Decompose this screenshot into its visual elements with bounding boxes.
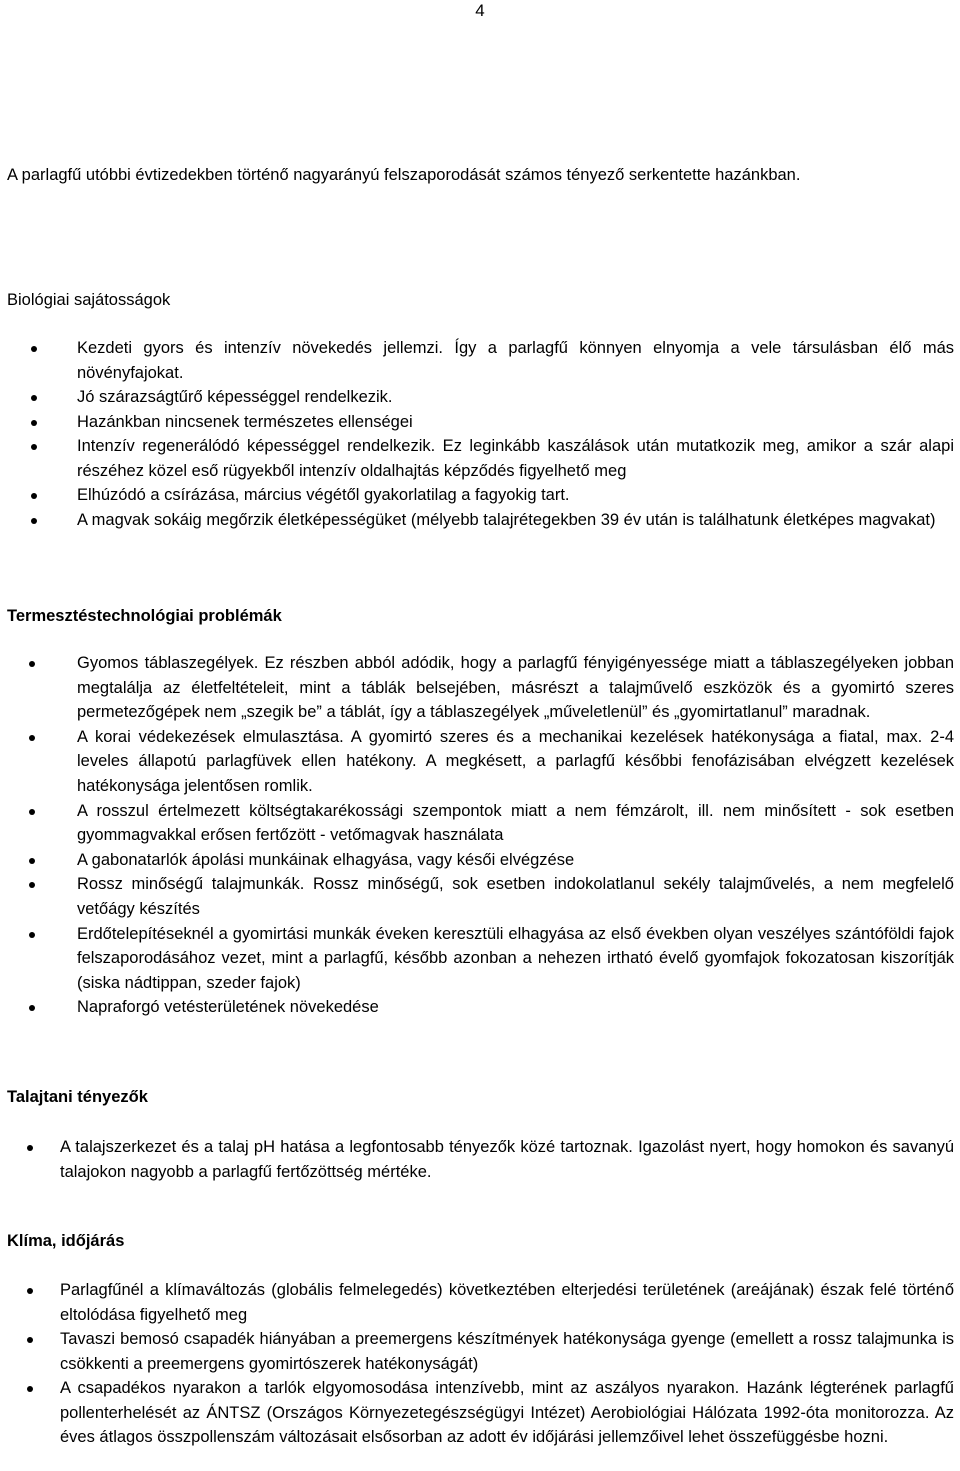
list-item: Hazánkban nincsenek természetes ellenségei: [77, 410, 954, 435]
list-item: A talajszerkezet és a talaj pH hatása a legfontosabb tényezők közé tartoznak. Igazolást nyert, hogy homokon és savanyú talajokon nagyobb a parlagfű fertőzöttség mértéke.: [60, 1135, 954, 1184]
list-item: Elhúzódó a csírázása, március végétől gyakorlatilag a fagyokig tart.: [77, 483, 954, 508]
list-item: A korai védekezések elmulasztása. A gyomirtó szeres és a mechanikai kezelések hatékonysága a fiatal, max. 2-4 leveles állapotú parlagfüvek ellen hatékony. A megkésett, a parlagfű későbbi fenofázisában elvégzett kezelések hatékonysága jelentősen romlik.: [77, 725, 954, 799]
bullet-icon: [29, 809, 35, 815]
bullet-icon: [31, 420, 37, 426]
bullet-icon: [27, 1386, 33, 1392]
bullet-icon: [31, 346, 37, 352]
list-item: Jó szárazságtűrő képességgel rendelkezik.: [77, 385, 954, 410]
section-title-biological: Biológiai sajátosságok: [7, 291, 171, 309]
list-item: A gabonatarlók ápolási munkáinak elhagyása, vagy késői elvégzése: [77, 848, 954, 873]
bullet-icon: [27, 1288, 33, 1294]
bullet-icon: [31, 518, 37, 524]
list-item: Kezdeti gyors és intenzív növekedés jellemzi. Így a parlagfű könnyen elnyomja a vele társulásban élő más növényfajokat.: [77, 336, 954, 385]
bullet-icon: [29, 858, 35, 864]
bullet-icon: [31, 493, 37, 499]
list-item: Rossz minőségű talajmunkák. Rossz minőségű, sok esetben indokolatlanul sekély talajművelés, a nem megfelelő vetőágy készítés: [77, 872, 954, 921]
list-item: A magvak sokáig megőrzik életképességüket (mélyebb talajrétegekben 39 év után is találhatunk életképes magvakat): [77, 508, 954, 533]
bullet-icon: [27, 1145, 33, 1151]
bullet-icon: [29, 882, 35, 888]
list-item: Gyomos táblaszegélyek. Ez részben abból adódik, hogy a parlagfű fényigényessége miatt a táblaszegélyeken jobban megtalálja az életfeltételeit, mint a táblák belsejében, másrészt a talajművelő eszközök és a gyomirtó szeres permetezőgépek nem „szegik be” a táblát, így a táblaszegélyek „műveletlenül” és „gyomirtatlanul” maradnak.: [77, 651, 954, 725]
soil-list: [60, 1135, 954, 1184]
list-item: Tavaszi bemosó csapadék hiányában a preemergens készítmények hatékonysága gyenge (emellett a rossz talajmunka is csökkenti a preemergens gyomirtószerek hatékonyságát): [60, 1327, 954, 1376]
list-item: Napraforgó vetésterületének növekedése: [77, 995, 954, 1020]
section-title-climate: Klíma, időjárás: [7, 1232, 125, 1250]
list-item: A rosszul értelmezett költségtakarékossági szempontok miatt a nem fémzárolt, ill. nem minősített - sok esetben gyommagvakkal erősen fertőzött - vetőmagvak használata: [77, 799, 954, 848]
page-number: 4: [475, 1, 485, 20]
biological-list: [77, 336, 954, 532]
list-item: Intenzív regenerálódó képességgel rendelkezik. Ez leginkább kaszálások után mutatkozik meg, amikor a szár alapi részéhez közel eső rügyekből intenzív oldalhajtás képződés figyelhető meg: [77, 434, 954, 483]
bullet-icon: [29, 932, 35, 938]
cultivation-list: [77, 651, 954, 1020]
climate-list: [60, 1278, 954, 1450]
list-item: A csapadékos nyarakon a tarlók elgyomosodása intenzívebb, mint az aszályos nyarakon. Hazánk légterének parlagfű pollenterhelését az ÁNTSZ (Országos Környezetegészségügyi Intézet) Aerobiológiai Hálózata 1992-óta monitorozza. Az éves átlagos összpollenszám változásait elsősorban az adott év időjárási jellemzőivel lehet összefüggésbe hozni.: [60, 1376, 954, 1450]
bullet-icon: [31, 444, 37, 450]
bullet-icon: [29, 1005, 35, 1011]
intro-paragraph: A parlagfű utóbbi évtizedekben történő nagyarányú felszaporodását számos tényező serkentette hazánkban.: [7, 166, 801, 184]
bullet-icon: [31, 395, 37, 401]
bullet-icon: [29, 735, 35, 741]
bullet-icon: [29, 661, 35, 667]
section-title-cultivation: Termesztéstechnológiai problémák: [7, 607, 282, 625]
list-item: Erdőtelepítéseknél a gyomirtási munkák éveken keresztüli elhagyása az első években olyan veszélyes szántóföldi fajok felszaporodásához vezet, mint a parlagfű, később azonban a nehezen irtható évelő gyomfajok fokozatosan kiszorítják (siska nádtippan, szeder fajok): [77, 922, 954, 996]
list-item: Parlagfűnél a klímaváltozás (globális felmelegedés) következtében elterjedési területének (areájának) észak felé történő eltolódása figyelhető meg: [60, 1278, 954, 1327]
section-title-soil: Talajtani tényezők: [7, 1088, 148, 1106]
bullet-icon: [27, 1337, 33, 1343]
